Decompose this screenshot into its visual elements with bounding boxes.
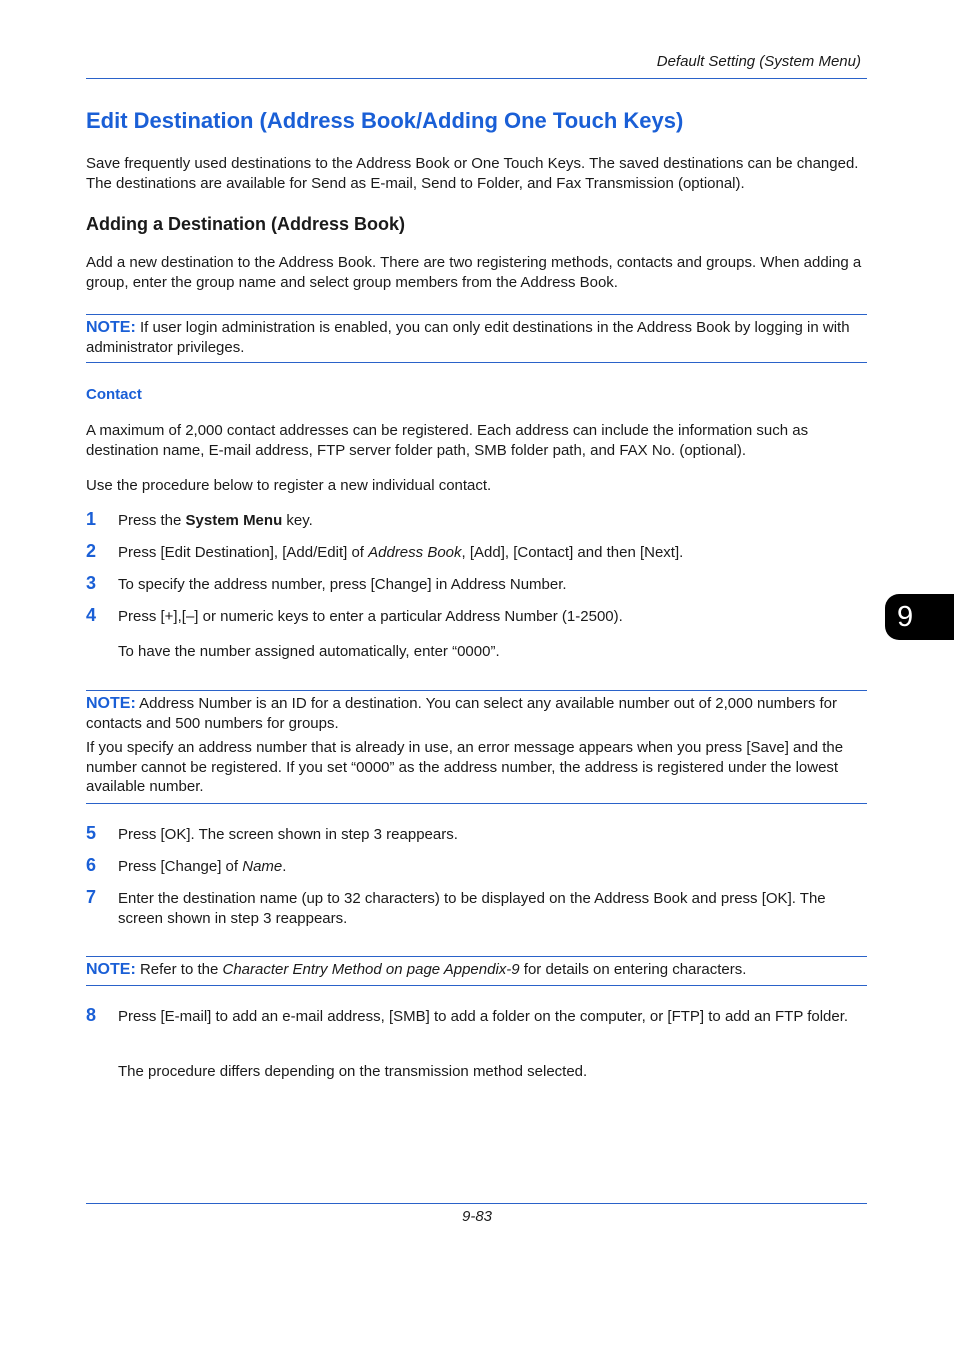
contact-body-1: A maximum of 2,000 contact addresses can be registered. Each address can include the information such as destination name, E-mail address, FTP server folder path, SMB folder path, and FAX No. (optional).	[86, 422, 809, 459]
note1	[86, 318, 867, 357]
step-2-number: 2	[86, 541, 97, 561]
step-4-subtext: To have the number assigned automatically, enter “0000”.	[118, 643, 500, 660]
note3	[86, 960, 867, 980]
step-8-subtext: The procedure differs depending on the transmission method selected.	[118, 1063, 588, 1080]
note1-text: If user login administration is enabled, you can only edit destinations in the Address Book by logging in with administrator privileges.	[86, 319, 850, 356]
step-8-text: Press [E-mail] to add an e-mail address, [SMB] to add a folder on the computer, or [FTP] to add an FTP folder.	[118, 1008, 849, 1025]
step-2-post: , [Add], [Contact] and then [Next].	[461, 544, 684, 561]
step-6-number: 6	[86, 855, 97, 875]
step-5-text: Press [OK]. The screen shown in step 3 reappears.	[118, 826, 458, 843]
note2-label: NOTE:	[86, 695, 136, 712]
chapter-tab: 9	[885, 594, 954, 640]
step-6-pre: Press [Change] of	[118, 858, 243, 875]
step-4-number: 4	[86, 605, 97, 625]
page-number: 9-83	[461, 1208, 493, 1225]
step-7-number: 7	[86, 887, 97, 907]
step-1-text	[118, 511, 867, 531]
section-body: Add a new destination to the Address Book. There are two registering methods, contacts and groups. When adding a group, enter the group name and select group members from the Address Book.	[86, 254, 862, 291]
step-1-key: System Menu	[185, 512, 283, 529]
step-1-number: 1	[86, 509, 97, 529]
step-6-text	[118, 857, 867, 877]
step-3-text: To specify the address number, press [Change] in Address Number.	[118, 576, 567, 593]
header-rule	[86, 78, 867, 79]
footer-rule	[86, 1203, 867, 1204]
note3-bottom-rule	[86, 985, 867, 986]
step-2-italic: Address Book	[368, 544, 462, 561]
step-3-number: 3	[86, 573, 97, 593]
step-1-post: key.	[282, 512, 313, 529]
note3-top-rule	[86, 956, 867, 957]
step-5-number: 5	[86, 823, 97, 843]
contact-body-2: Use the procedure below to register a new individual contact.	[86, 477, 492, 494]
contact-heading: Contact	[86, 386, 142, 403]
step-2-pre: Press [Edit Destination], [Add/Edit] of	[118, 544, 369, 561]
step-6-post: .	[282, 858, 287, 875]
note1-bottom-rule	[86, 362, 867, 363]
section-heading: Adding a Destination (Address Book)	[86, 214, 406, 234]
note3-label: NOTE:	[86, 961, 136, 978]
note2-text-1: Address Number is an ID for a destination. You can select any available number out of 2,000 numbers for contacts and 500 numbers for groups.	[86, 695, 838, 732]
step-2-text	[118, 543, 867, 563]
step-1-pre: Press the	[118, 512, 186, 529]
note3-pre: Refer to the	[135, 961, 223, 978]
page-title: Edit Destination (Address Book/Adding One Touch Keys)	[86, 108, 684, 133]
step-6-italic: Name	[242, 858, 283, 875]
note2-bottom-rule	[86, 803, 867, 804]
note1-label: NOTE:	[86, 319, 136, 336]
step-4-text: Press [+],[–] or numeric keys to enter a particular Address Number (1-2500).	[118, 608, 623, 625]
intro-paragraph: Save frequently used destinations to the Address Book or One Touch Keys. The saved destinations can be changed. The destinations are available for Send as E-mail, Send to Folder, and Fax Transmission (optional).	[86, 155, 859, 192]
running-header-title: Default Setting (System Menu)	[656, 53, 861, 70]
step-7-text: Enter the destination name (up to 32 characters) to be displayed on the Address Book and press [OK]. The screen shown in step 3 reappears.	[118, 890, 826, 927]
note3-reference-link[interactable]: Character Entry Method on page Appendix-9	[222, 961, 520, 978]
note2	[86, 694, 867, 733]
note1-top-rule	[86, 314, 867, 315]
step-8-number: 8	[86, 1005, 97, 1025]
note2-text-2: If you specify an address number that is already in use, an error message appears when you press [Save] and the number cannot be registered. If you set “0000” as the address number, the address is registered under the lowest available number.	[86, 739, 844, 795]
note3-post: for details on entering characters.	[519, 961, 747, 978]
note2-top-rule	[86, 690, 867, 691]
